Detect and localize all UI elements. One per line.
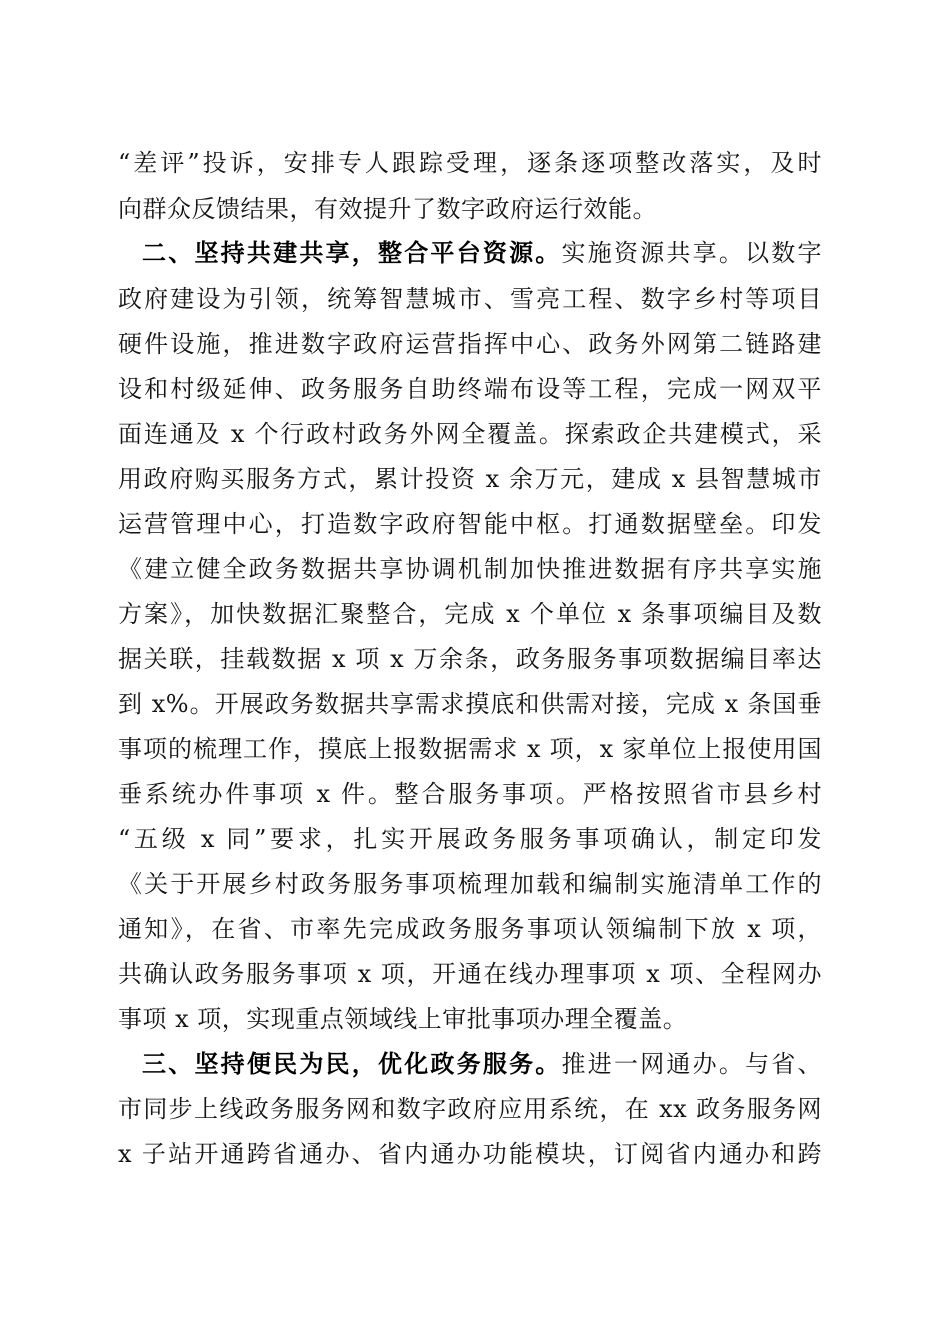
paragraph-line: “五级 x 同”要求，扎实开展政务服务事项确认，制定印发 xyxy=(118,825,822,853)
paragraph-line: 市同步上线政务服务网和数字政府应用系统，在 xx 政务服务网 xyxy=(118,1095,822,1123)
paragraph-line: 硬件设施，推进数字政府运营指挥中心、政务外网第二链路建 xyxy=(118,330,822,358)
paragraph-text: 实施资源共享。以数字 xyxy=(561,239,823,267)
paragraph-line: 向群众反馈结果，有效提升了数字政府运行效能。 xyxy=(118,195,657,223)
paragraph-line: 设和村级延伸、政务服务自助终端布设等工程，完成一网双平 xyxy=(118,375,822,403)
paragraph-line: 垂系统办件事项 x 件。整合服务事项。严格按照省市县乡村 xyxy=(118,780,822,808)
section-heading-line xyxy=(142,233,822,273)
paragraph-line: 面连通及 x 个行政村政务外网全覆盖。探索政企共建模式，采 xyxy=(118,420,822,448)
paragraph-line: 事项的梳理工作，摸底上报数据需求 x 项，x 家单位上报使用国 xyxy=(118,735,822,763)
section-heading-3: 三、坚持便民为民，优化政务服务。 xyxy=(142,1049,562,1078)
paragraph-line: 方案》，加快数据汇聚整合，完成 x 个单位 x 条事项编目及数 xyxy=(118,600,822,628)
paragraph-line: 用政府购买服务方式，累计投资 x 余万元，建成 x 县智慧城市 xyxy=(118,465,822,493)
paragraph-line: 据关联，挂载数据 x 项 x 万余条，政务服务事项数据编目率达 xyxy=(118,645,822,673)
paragraph-line: 到 x%。开展政务数据共享需求摸底和供需对接，完成 x 条国垂 xyxy=(118,690,822,718)
paragraph-line: 运营管理中心，打造数字政府智能中枢。打通数据壁垒。印发 xyxy=(118,510,822,538)
paragraph-text: 推进一网通办。与省、 xyxy=(561,1050,823,1078)
paragraph-line: 《关于开展乡村政务服务事项梳理加载和编制实施清单工作的 xyxy=(118,870,822,898)
paragraph-line: 事项 x 项，实现重点领域线上审批事项办理全覆盖。 xyxy=(118,1005,688,1033)
paragraph-line: x 子站开通跨省通办、省内通办功能模块，订阅省内通办和跨 xyxy=(118,1140,822,1168)
paragraph-line: “差评”投诉，安排专人跟踪受理，逐条逐项整改落实，及时 xyxy=(118,149,822,177)
section-heading-2: 二、坚持共建共享，整合平台资源。 xyxy=(142,238,562,267)
paragraph-line: 共确认政务服务事项 x 项，开通在线办理事项 x 项、全程网办 xyxy=(118,960,822,988)
section-heading-line xyxy=(142,1044,822,1084)
paragraph-line: 通知》，在省、市率先完成政务服务事项认领编制下放 x 项， xyxy=(118,915,822,943)
paragraph-line: 《建立健全政务数据共享协调机制加快推进数据有序共享实施 xyxy=(118,555,822,583)
paragraph-line: 政府建设为引领，统筹智慧城市、雪亮工程、数字乡村等项目 xyxy=(118,285,822,313)
